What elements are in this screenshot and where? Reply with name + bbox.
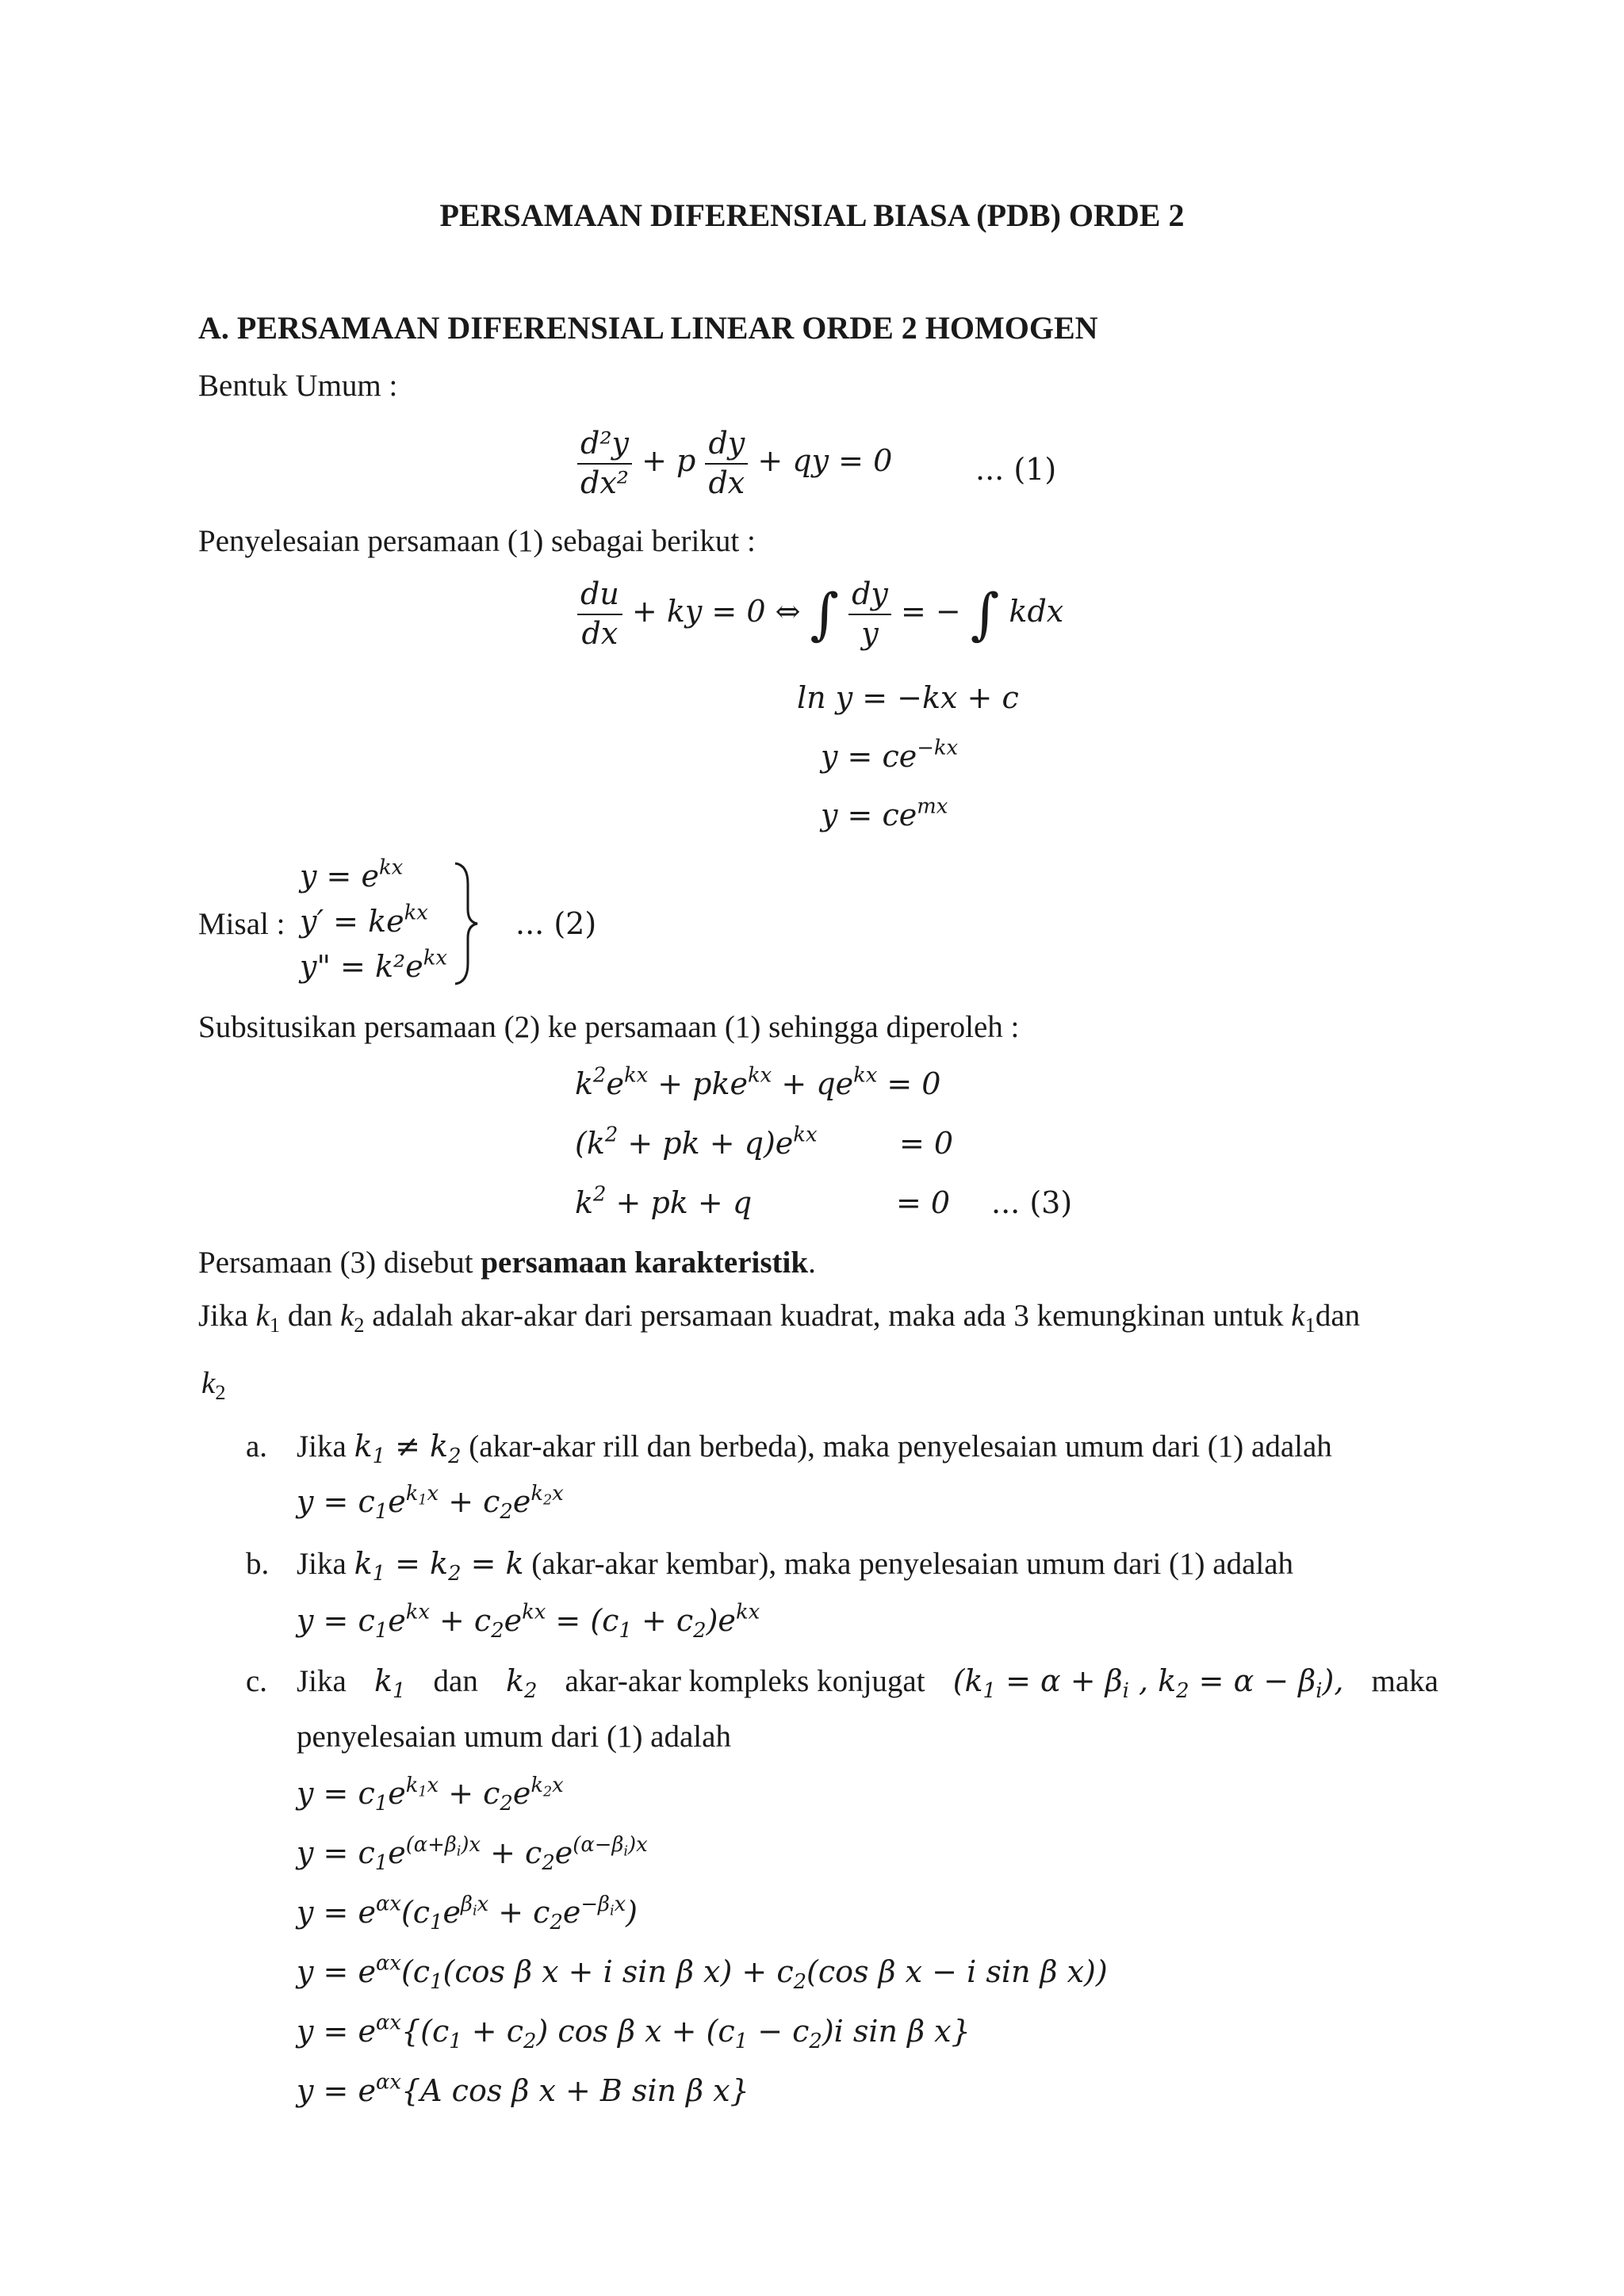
page-title: PERSAMAAN DIFERENSIAL BIASA (PDB) ORDE 2 [439,197,1185,233]
case-a-text: Jika $k_1 \ne k_2$ (akar-akar rill dan berbeda), maka penyelesaian umum dari (1) adalah [297,1429,1332,1468]
subst-text: Subsitusikan persamaan (2) ke persamaan (1) sehingga diperoleh : [198,1010,1020,1044]
char-row-1: $k^2e^{kx} + pke^{kx} + qe^{kx} = 0$ [575,1063,941,1101]
solve-line-4: $y = ce^{mx}$ [821,794,948,832]
right-brace [450,860,482,987]
section-heading: A. PERSAMAAN DIFERENSIAL LINEAR ORDE 2 HOMOGEN [198,310,1098,346]
solve-line-3: $y = ce^{-kx}$ [821,736,959,774]
case-b-text: Jika $k_1 = k_2 = k$ (akar-akar kembar), maka penyelesaian umum dari (1) adalah [297,1546,1294,1586]
case-a-label: a. [246,1429,268,1464]
misal-tag: ... (2) [515,906,597,941]
equation-1: $\frac{\text{d²y}}{\text{dx²}}$ + p $\frac{dy}{dx}$ + qy = 0 [577,425,892,502]
misal-line-1: $y = e^{kx}$ [300,855,404,894]
jika-line: Jika $k_1$ dan $k_2$ adalah akar-akar dari persamaan kuadrat, maka ada 3 kemungkinan untuk $k_1dan$ [198,1299,1361,1337]
solve-line-2: ln y = −kx + c [797,680,1019,715]
char-row-3: $k^2$ + pk + q [575,1182,753,1220]
case-c-step-5: $y = e^{\alpha x}\{(c_1 + c_2)$ cos β $x + (c_1 - c_2)i$ sin β x} [297,2011,971,2053]
bentuk-umum-label: Bentuk Umum : [198,369,398,403]
char-row-3-tag: ... (3) [991,1185,1073,1220]
case-b-label: b. [246,1547,270,1581]
case-b-solution: $y = c_1e^{kx} + c_2e^{kx} = (c_1 + c_2)e^{kx}$ [297,1600,760,1643]
case-c-label: c. [246,1664,268,1698]
case-c-step-1: $y = c_1e^{k_1x} + c_2e^{k_2x}$ [297,1773,564,1816]
case-c-text-cont: penyelesaian umum dari (1) adalah [297,1720,731,1754]
misal-line-3: y" = $k^2e^{kx}$ [300,946,447,984]
jika-line-cont: $k_2$ [201,1366,226,1404]
misal-line-2: $y' = ke^{kx}$ [300,901,428,939]
karakteristik-text: Persamaan (3) disebut persamaan karakteristik. [198,1246,816,1280]
solve-equation: $\frac{du}{dx}$ + ky = 0 ⇔ ∫ $\frac{dy}{y}$ = − ∫ kdx [577,576,1063,652]
case-c-step-2: $y = c_1e^{(\alpha+\beta_i)x} + c_2e^{(\alpha-\beta_i)x}$ [297,1832,648,1875]
char-row-2: ($k^2$ + pk + $q)e^{kx}$ [575,1123,818,1161]
case-c-step-4: $y = e^{\alpha x}(c_1(\cos$ β x + i sin β $x) + c_2(\cos$ β x − i sin β x)) [297,1951,1108,1994]
misal-label: Misal : [198,907,285,941]
case-c-step-6: $y = e^{\alpha x}\{A$ cos β x + B sin β x} [297,2070,749,2108]
case-a-solution: $y = c_1e^{k_1x} + c_2e^{k_2x}$ [297,1481,564,1524]
equation-1-tag: ... (1) [975,452,1057,487]
case-c-text: Jika $k_1$ dan $k_2$ akar-akar kompleks konjugat ($k_1 = \alpha + \beta_i$ , $k_2 = \alpha - \beta_i$), maka [297,1663,1438,1703]
integral-sign: ∫ [970,581,1000,647]
penyelesaian-text: Penyelesaian persamaan (1) sebagai berikut : [198,524,756,558]
integral-sign: ∫ [810,581,839,647]
char-row-2-eq: = 0 [899,1126,954,1161]
char-row-3-eq: = 0 [896,1185,951,1220]
case-c-step-3: $y = e^{\alpha x}(c_1e^{\beta_ix} + c_2e^{-\beta_ix})$ [297,1892,638,1934]
